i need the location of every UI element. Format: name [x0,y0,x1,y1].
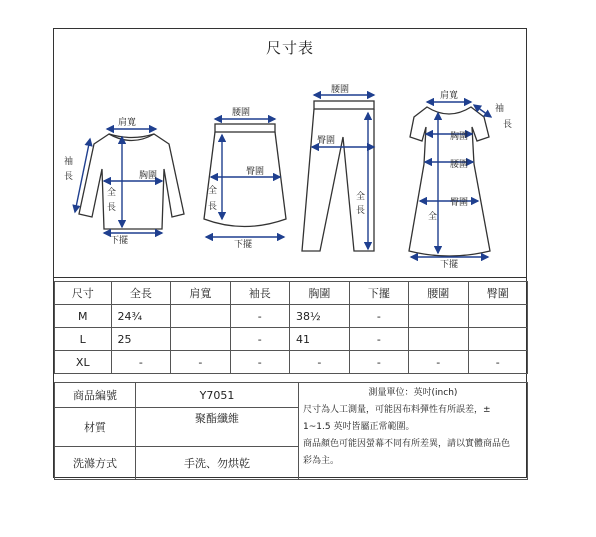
header-waist: 腰圍 [409,282,468,305]
label-pants-length-1: 全 [356,192,366,202]
cell-shoulder [171,305,230,328]
label-pants-hip: 臀圍 [317,136,336,146]
cell-hem: - [349,305,408,328]
garment-diagrams [54,29,528,277]
label-dress-hem: 下擺 [440,260,459,270]
header-hem: 下擺 [349,282,408,305]
note-line-1: 尺寸為人工測量，可能因布料彈性有所誤差，± [303,405,491,415]
pants-diagram [302,101,374,251]
table-row [55,305,528,328]
label-shirt-hem: 下擺 [110,236,129,246]
care-value: 手洗、勿烘乾 [136,447,299,480]
cell-waist [409,305,468,328]
label-dress-hip: 臀圍 [450,198,469,208]
cell-hem: - [349,328,408,351]
cell-sleeve: - [230,328,289,351]
cell-hip: - [468,351,528,374]
cell-chest: 41 [290,328,350,351]
cell-shoulder: - [171,351,230,374]
size-chart-sheet [53,28,527,478]
cell-length: - [111,351,171,374]
label-shirt-shoulder: 肩寬 [118,118,137,128]
cell-size: M [55,305,112,328]
header-shoulder: 肩寬 [171,282,230,305]
table-header-row [55,282,528,305]
cell-waist [409,328,468,351]
cell-shoulder [171,328,230,351]
cell-waist: - [409,351,468,374]
header-sleeve: 袖長 [230,282,289,305]
cell-sleeve: - [230,351,289,374]
label-dress-shoulder: 肩寬 [440,91,459,101]
section-divider [54,277,526,278]
cell-size: L [55,328,112,351]
label-dress-waist: 腰圍 [450,160,469,170]
label-skirt-waist: 腰圍 [232,108,251,118]
cell-hip [468,328,528,351]
cell-chest: - [290,351,350,374]
cell-hip [468,305,528,328]
page-title: 尺寸表 [265,39,314,57]
table-row [55,351,528,374]
product-info-table [54,382,528,480]
label-skirt-hip: 臀圍 [246,167,265,177]
label-shirt-chest: 胸圍 [139,171,158,181]
cell-size: XL [55,351,112,374]
label-pants-waist: 腰圍 [331,85,350,95]
label-skirt-length-1: 全 [208,186,218,196]
label-shirt-sleeve-1: 袖 [64,157,74,167]
cell-length: 25 [111,328,171,351]
label-shirt-length-2: 長 [107,203,117,213]
label-dress-chest: 胸圍 [450,132,469,142]
note-line-4: 彩為主。 [303,456,340,466]
dress-diagram [409,107,490,256]
material-value: 聚酯纖維 [136,408,299,447]
header-size: 尺寸 [55,282,112,305]
note-line-2: 1~1.5 英吋皆屬正常範圍。 [303,422,415,432]
material-label: 材質 [55,408,136,447]
note-line-3: 商品顏色可能因螢幕不同有所差異，請以實體商品色 [303,439,511,449]
cell-sleeve: - [230,305,289,328]
header-chest: 胸圍 [290,282,350,305]
label-pants-length-2: 長 [356,206,366,216]
size-table [54,281,528,374]
cell-chest: 38½ [290,305,350,328]
measurement-notes [299,383,528,480]
label-skirt-length-2: 長 [208,202,218,212]
label-shirt-length-1: 全 [107,188,117,198]
label-skirt-hem: 下擺 [234,240,253,250]
product-code-value: Y7051 [136,383,299,408]
label-dress-length: 全 [428,212,438,222]
cell-length: 24¾ [111,305,171,328]
cell-hem: - [349,351,408,374]
product-code-label: 商品編號 [55,383,136,408]
label-dress-sleeve-1: 袖 [495,104,505,114]
table-row [55,328,528,351]
label-shirt-sleeve-2: 長 [64,172,74,182]
care-label: 洗滌方式 [55,447,136,480]
unit-note: 測量單位：英吋(inch) [368,388,458,398]
header-length: 全長 [111,282,171,305]
header-hip: 臀圍 [468,282,528,305]
label-dress-sleeve-2: 長 [503,120,513,130]
